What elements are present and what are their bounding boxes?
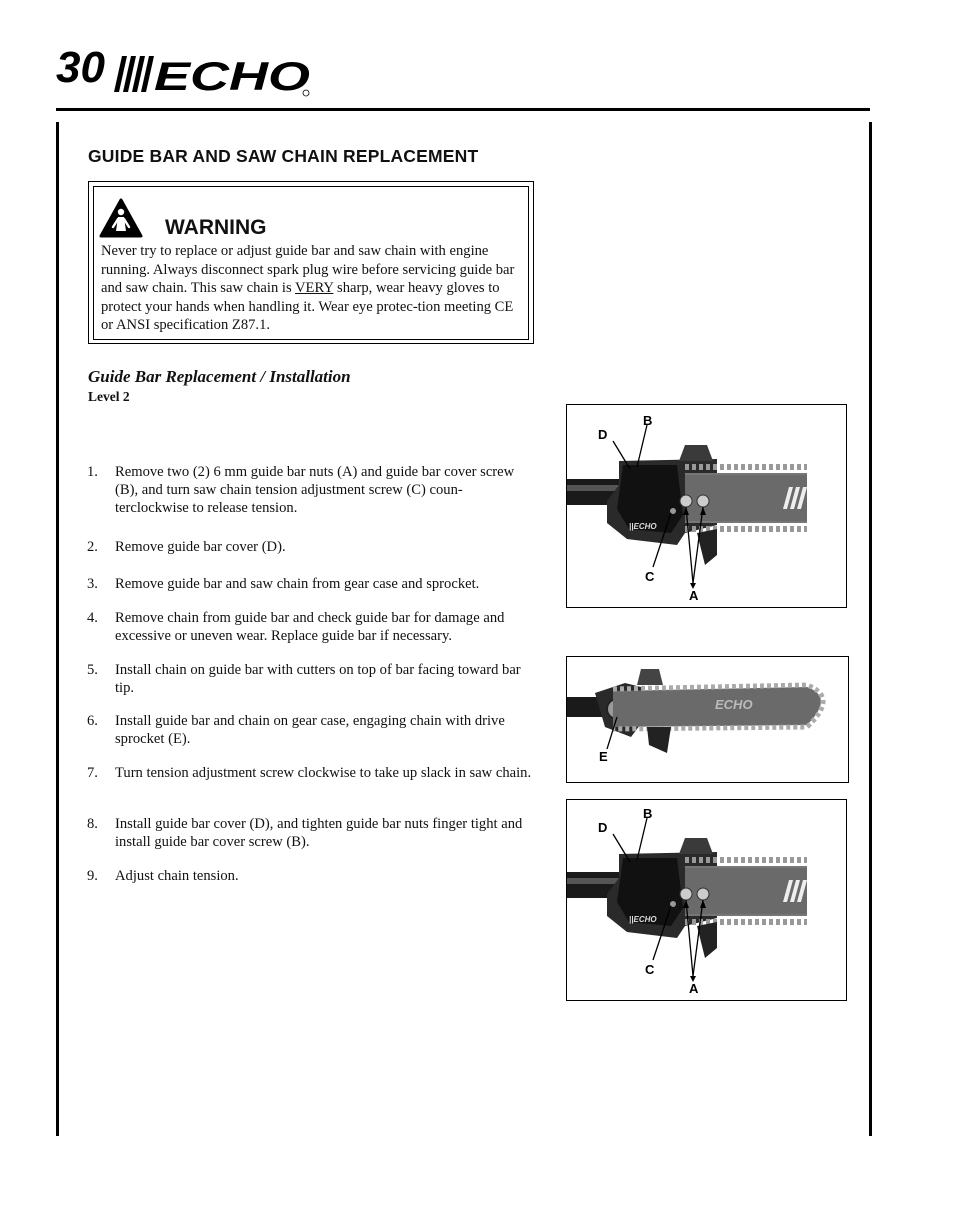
step-1 <box>87 463 535 519</box>
step-5 <box>87 661 535 699</box>
svg-text:||ECHO: ||ECHO <box>629 522 657 531</box>
right-margin-rule <box>869 122 872 1136</box>
figure-bar-installation <box>566 656 849 783</box>
echo-logo <box>114 52 314 98</box>
step-text: Turn tension adjustment screw clockwise to take up slack in saw chain. <box>115 765 532 781</box>
label-a: A <box>689 588 699 603</box>
figure-cover-installation <box>566 799 847 1001</box>
step-number: 5. <box>87 662 98 678</box>
warning-text-before: Never try to replace or adjust guide bar and saw chain with engine running. Always disconnect spark plug wire before servicing guide bar and saw chain. This saw chain is <box>101 243 515 297</box>
warning-text-after: sharp, wear heavy gloves to protect your hands when handling it. Wear eye protec-tion meeting CE or ANSI specification Z87.1. <box>101 280 514 334</box>
label-b: B <box>643 806 653 821</box>
figure-cover-removal <box>566 404 847 608</box>
step-number: 9. <box>87 868 98 884</box>
label-a: A <box>689 981 699 996</box>
warning-triangle-icon <box>99 198 143 238</box>
figure-2-drawing <box>567 657 848 782</box>
step-number: 3. <box>87 576 98 592</box>
header-rule <box>56 108 870 111</box>
step-text: Remove guide bar cover (D). <box>115 539 286 555</box>
step-number: 8. <box>87 816 98 832</box>
label-d: D <box>598 427 608 442</box>
step-number: 1. <box>87 464 98 480</box>
step-text: Install guide bar and chain on gear case, engaging chain with drive sprocket (E). <box>115 713 505 747</box>
warning-text-emphasis: VERY <box>295 280 334 297</box>
step-text: Remove two (2) 6 mm guide bar nuts (A) and guide bar cover screw (B), and turn saw chain tension adjustment screw (C) coun-terclockwise to release tension. <box>115 464 515 516</box>
step-number: 6. <box>87 713 98 729</box>
section-title: GUIDE BAR AND SAW CHAIN REPLACEMENT <box>88 146 479 166</box>
label-b: B <box>643 413 653 428</box>
step-text: Remove chain from guide bar and check guide bar for damage and excessive or uneven wear. Replace guide bar if necessary. <box>115 610 505 644</box>
label-e: E <box>599 749 608 764</box>
step-text: Install guide bar cover (D), and tighten guide bar nuts finger tight and install guide bar cover screw (B). <box>115 816 523 850</box>
step-9 <box>87 867 535 887</box>
step-2 <box>87 538 535 558</box>
label-d: D <box>598 820 608 835</box>
label-c: C <box>645 569 655 584</box>
step-8 <box>87 815 535 853</box>
figure-1-drawing <box>567 405 846 607</box>
step-text: Adjust chain tension. <box>115 868 239 884</box>
figure-3-drawing <box>567 800 846 1000</box>
left-margin-rule <box>56 122 59 1136</box>
svg-text:||ECHO: ||ECHO <box>629 915 657 924</box>
step-6 <box>87 712 535 750</box>
step-3 <box>87 575 535 595</box>
step-7 <box>87 764 535 802</box>
step-text: Install chain on guide bar with cutters on top of bar facing toward bar tip. <box>115 662 521 696</box>
step-4 <box>87 609 535 647</box>
step-text: Remove guide bar and saw chain from gear case and sprocket. <box>115 576 480 592</box>
step-number: 4. <box>87 610 98 626</box>
step-number: 7. <box>87 765 98 781</box>
warning-title: WARNING <box>165 216 267 239</box>
level-label: Level 2 <box>88 389 130 404</box>
subsection-title: Guide Bar Replacement / Installation <box>88 367 351 386</box>
warning-text <box>101 242 525 335</box>
step-number: 2. <box>87 539 98 555</box>
logo-text: ECHO <box>154 55 310 98</box>
page-number: 30 <box>56 43 105 92</box>
label-c: C <box>645 962 655 977</box>
bar-logo-text: ECHO <box>715 697 753 712</box>
